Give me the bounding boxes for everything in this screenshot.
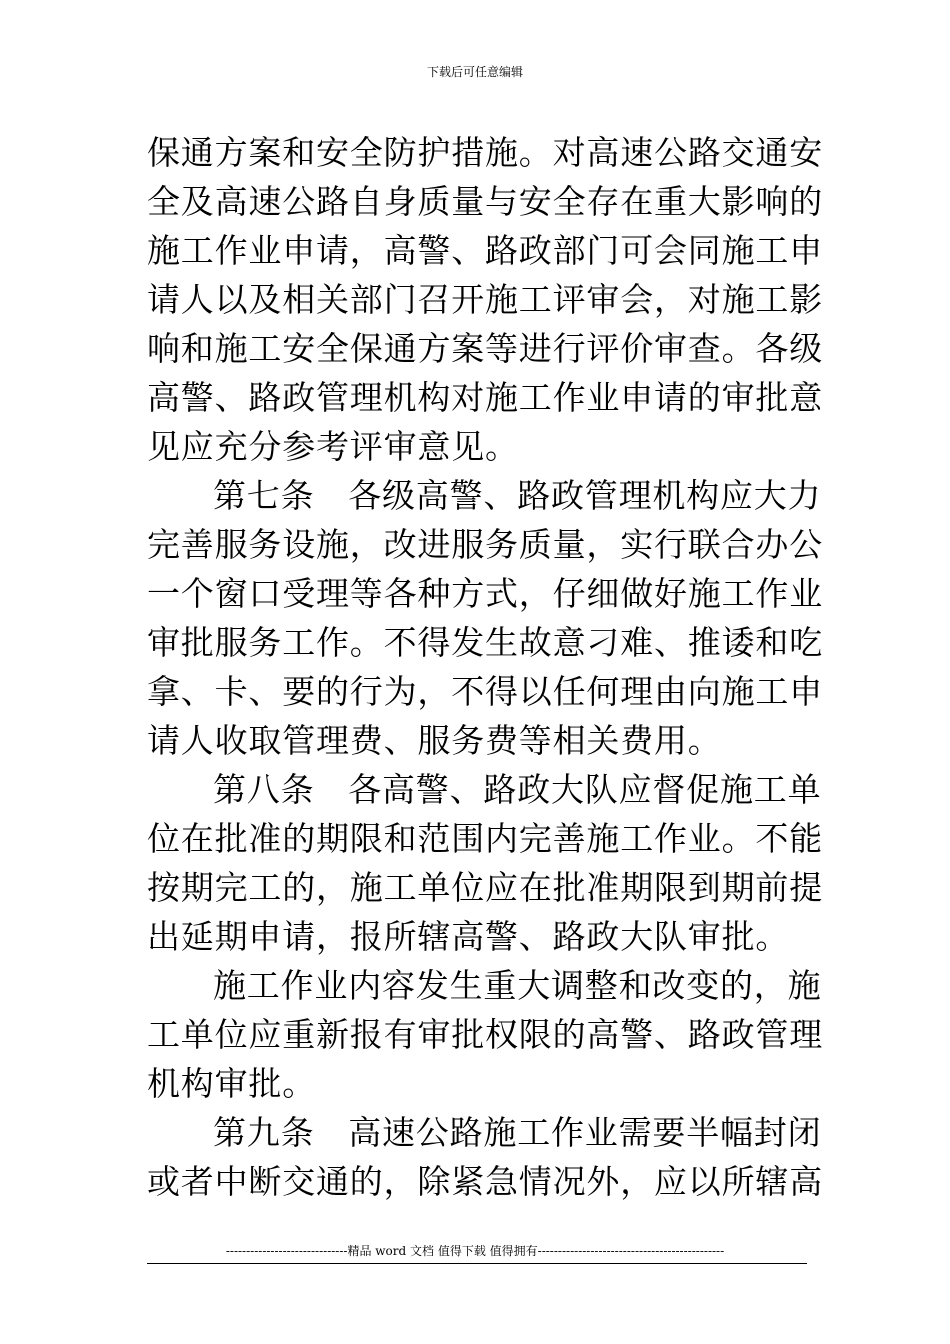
text-line: 高警、路政管理机构对施工作业申请的审批意: [147, 378, 823, 417]
text-line: 请人以及相关部门召开施工评审会，对施工影: [147, 280, 823, 319]
text-line: 拿、卡、要的行为，不得以任何理由向施工申: [147, 672, 823, 711]
text-line: 或者中断交通的，除紧急情况外，应以所辖高: [147, 1162, 823, 1201]
text-line: 出延期申请，报所辖高警、路政大队审批。: [147, 917, 790, 956]
text-line: 响和施工安全保通方案等进行评价审查。各级: [147, 329, 823, 368]
paragraph-first-line: 施工作业内容发生重大调整和改变的，施: [213, 966, 822, 1005]
article-9-heading-line: 第九条 高速公路施工作业需要半幅封闭: [213, 1113, 822, 1152]
footer-divider: [147, 1263, 807, 1264]
text-line: 机构审批。: [147, 1064, 316, 1103]
text-line: 按期完工的，施工单位应在批准期限到期前提: [147, 868, 823, 907]
footer-text: ------------------------------精品 word 文档 值得下载 值得拥有----------------------------------------------: [225, 1244, 725, 1258]
text-line: 请人收取管理费、服务费等相关费用。: [147, 721, 722, 760]
text-line: 见应充分参考评审意见。: [147, 427, 519, 466]
text-line: 位在批准的期限和范围内完善施工作业。不能: [147, 819, 823, 858]
text-line: 保通方案和安全防护措施。对高速公路交通安: [147, 133, 823, 172]
text-line: 工单位应重新报有审批权限的高警、路政管理: [147, 1015, 823, 1054]
text-line: 完善服务设施，改进服务质量，实行联合办公: [147, 525, 823, 564]
page-header: 下载后可任意编辑: [426, 65, 523, 79]
article-7-heading-line: 第七条 各级高警、路政管理机构应大力: [213, 476, 822, 515]
article-8-heading-line: 第八条 各高警、路政大队应督促施工单: [213, 770, 822, 809]
document-body: [147, 128, 823, 1206]
text-line: 一个窗口受理等各种方式，仔细做好施工作业: [147, 574, 823, 613]
text-line: 审批服务工作。不得发生故意刁难、推诿和吃: [147, 623, 823, 662]
text-line: 施工作业申请，高警、路政部门可会同施工申: [147, 231, 823, 270]
text-line: 全及高速公路自身质量与安全存在重大影响的: [147, 182, 823, 221]
